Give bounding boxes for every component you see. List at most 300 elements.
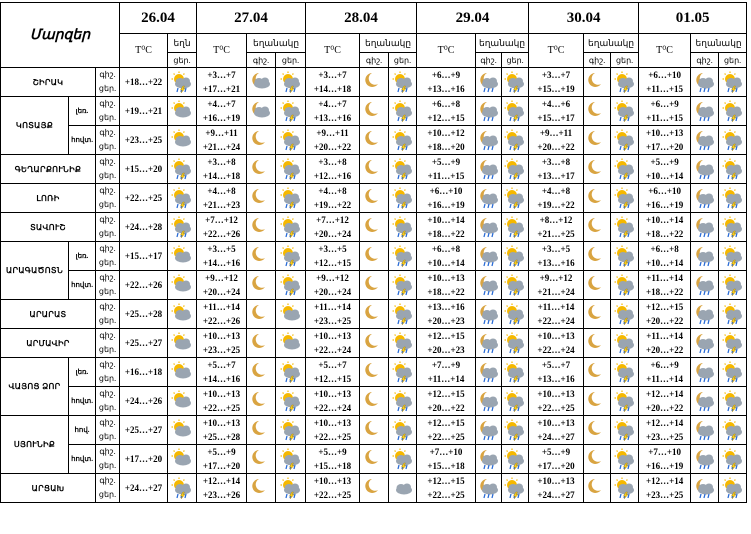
sun-rain-icon [389,155,417,184]
temp-cell: +15…+20 [120,155,168,184]
night-label: գիշ. [99,215,116,224]
moon-icon [584,155,611,184]
night-temp: +5…+9 [207,447,236,457]
forecast-row [1,68,747,97]
day-temp: +17…+20 [202,461,241,471]
night-temp: +12…+15 [645,302,684,312]
sun-cloud-icon [168,126,197,155]
temp-cell [197,329,247,358]
night-temp: +7…+9 [431,360,461,370]
night-temp: +10…+13 [537,418,575,428]
sun-rain-icon [719,329,747,358]
temp-cell [306,329,360,358]
night-temp: +12…+14 [202,476,241,486]
weather-header: եղանակը [360,34,417,53]
cloud-icon [389,474,417,503]
night-temp: +10…+12 [427,128,465,138]
moon-icon [584,329,611,358]
sun-rain-icon [719,300,747,329]
temp-cell [306,155,360,184]
temp-cell [417,97,476,126]
day-temp: +13…+16 [427,84,465,94]
temp-cell [417,474,476,503]
moon-rain-icon [476,213,502,242]
day-temp: +20…+22 [645,345,684,355]
day-temp: +20…+24 [313,287,352,297]
day-temp: +22…+26 [202,316,241,326]
night-temp: +3…+8 [207,157,236,167]
day-night-labels [96,242,120,271]
day-label: ցեր. [98,345,117,354]
forecast-row [1,184,747,213]
moon-icon [360,445,389,474]
night-temp: +3…+7 [318,70,347,80]
night-temp: +4…+7 [207,99,236,109]
temp-cell [639,358,691,387]
night-temp: +11…+14 [203,302,240,312]
day-temp: +16…+19 [202,113,241,123]
moon-rain-icon [691,184,719,213]
moon-icon [584,68,611,97]
date-header: 29.04 [417,3,529,34]
night-label: գիշ. [99,331,116,340]
sun-rain-icon [611,155,639,184]
moon-icon [247,300,276,329]
temp-cell [417,184,476,213]
temp-cell [197,242,247,271]
night-temp: +6…+8 [431,244,461,254]
temp-cell [306,358,360,387]
temp-cell: +25…+28 [120,300,168,329]
subregion-label: լեռ. [69,242,96,271]
day-temp: +20…+22 [645,316,684,326]
temp-cell [197,474,247,503]
moon-rain-icon [691,300,719,329]
day-temp: +18…+20 [427,142,465,152]
day-temp: +20…+23 [427,316,465,326]
night-temp: +10…+13 [537,476,575,486]
day-temp: +22…+25 [313,490,352,500]
temp-cell [417,300,476,329]
day-temp: +11…+14 [646,374,683,384]
night-temp: +10…+13 [537,389,575,399]
temp-cell [639,68,691,97]
night-temp: +10…+13 [313,331,352,341]
region-name: ԱՐՄԱՎԻՐ [1,329,96,358]
night-subheader: գիշ. [691,53,719,68]
temp-cell [529,213,584,242]
moon-rain-icon [691,387,719,416]
moon-rain-icon [476,155,502,184]
night-temp: +6…+10 [648,186,681,196]
day-night-labels [96,445,120,474]
sun-rain-icon [719,184,747,213]
sun-cloud-icon [168,329,197,358]
moon-icon [584,358,611,387]
night-label: գիշ. [99,128,116,137]
day-temp: +23…+25 [645,432,684,442]
night-temp: +5…+9 [431,157,461,167]
moon-rain-icon [691,213,719,242]
day-temp: +23…+25 [202,345,241,355]
sun-rain-icon [389,242,417,271]
night-label: գիշ. [99,476,116,485]
region-header: Մարզեր [1,3,120,68]
night-temp: +9…+11 [539,128,573,138]
night-temp: +10…+13 [537,331,575,341]
sun-rain-icon [502,68,529,97]
night-label: գիշ. [99,157,116,166]
day-temp: +10…+14 [645,258,684,268]
night-temp: +3…+5 [318,244,347,254]
sun-rain-icon [502,445,529,474]
sun-rain-icon [276,68,306,97]
moon-rain-icon [691,97,719,126]
day-label: ցեր. [98,432,117,441]
day-temp: +21…+25 [537,229,575,239]
temp-cell [417,358,476,387]
sun-rain-icon [276,213,306,242]
day-temp: +20…+22 [313,142,352,152]
moon-icon [360,213,389,242]
night-temp: +3…+5 [541,244,571,254]
temp-cell [197,300,247,329]
day-temp: +11…+15 [427,171,465,181]
day-temp: +24…+27 [537,490,575,500]
temp-cell [417,329,476,358]
sun-rain-icon [389,271,417,300]
day-temp: +13…+16 [537,374,575,384]
day-night-labels [96,126,120,155]
temp-cell [529,242,584,271]
night-temp: +9…+12 [539,273,573,283]
moon-icon [584,184,611,213]
temp-cell [639,271,691,300]
day-temp: +11…+15 [646,113,683,123]
day-temp: +22…+25 [427,432,465,442]
sun-rain-icon [502,271,529,300]
moon-cloud-icon [247,68,276,97]
temp-cell [306,184,360,213]
night-label: գիշ. [99,389,116,398]
temp-cell: +24…+28 [120,213,168,242]
region-name: ԱՐՑԱԽ [1,474,96,503]
temp-header: T⁰C [639,34,691,68]
night-temp: +7…+10 [429,447,463,457]
temp-cell [306,242,360,271]
moon-rain-icon [476,271,502,300]
sun-rain-icon [168,68,197,97]
sun-rain-icon [719,126,747,155]
sun-rain-icon [719,242,747,271]
sun-rain-icon [502,474,529,503]
forecast-row [1,387,747,416]
region-name: ՍՅՈՒՆԻՔ [1,416,69,474]
night-temp: +12…+15 [427,389,465,399]
sun-rain-icon [389,416,417,445]
sun-rain-icon [276,184,306,213]
sun-rain-icon [502,416,529,445]
night-temp: +10…+13 [645,128,684,138]
day-temp: +20…+23 [427,345,465,355]
forecast-row [1,416,747,445]
day-label: ցեր. [98,287,117,296]
forecast-row [1,242,747,271]
day-temp: +23…+25 [313,316,352,326]
sun-rain-icon [389,126,417,155]
moon-icon [584,126,611,155]
day-subheader: ցեր. [276,53,306,68]
night-temp: +13…+16 [427,302,465,312]
moon-icon [360,155,389,184]
region-name: ՎԱՅՈՑ ՁՈՐ [1,358,69,416]
sun-rain-icon [389,445,417,474]
sun-rain-icon [611,358,639,387]
sun-cloud-icon [168,416,197,445]
temp-cell [639,184,691,213]
moon-icon [247,126,276,155]
day-temp: +21…+23 [202,200,241,210]
moon-icon [247,213,276,242]
night-label: գիշ. [99,70,116,79]
sun-rain-icon [611,416,639,445]
moon-icon [584,271,611,300]
day-night-labels [96,155,120,184]
sun-rain-icon [719,97,747,126]
day-label: ցեր. [98,171,117,180]
sun-rain-icon [611,126,639,155]
date-header: 30.04 [529,3,639,34]
night-label: գիշ. [99,273,116,282]
day-subheader: ցեր. [168,53,197,68]
temp-cell [197,445,247,474]
date-header: 27.04 [197,3,306,34]
day-temp: +13…+16 [537,258,575,268]
region-name: ԱՐԱՐԱՏ [1,300,96,329]
moon-icon [360,184,389,213]
night-label: գիշ. [99,244,116,253]
temp-cell [529,155,584,184]
day-label: ցեր. [98,200,117,209]
moon-rain-icon [476,474,502,503]
moon-rain-icon [691,358,719,387]
day-night-labels [96,387,120,416]
temp-cell [306,445,360,474]
region-name: ԱՐԱԳԱԾՈՏՆ [1,242,69,300]
forecast-row [1,271,747,300]
sun-rain-icon [719,271,747,300]
moon-icon [247,416,276,445]
subregion-label: հով. [69,416,96,445]
night-temp: +4…+8 [318,186,347,196]
day-temp: +21…+24 [202,142,241,152]
moon-icon [584,445,611,474]
moon-rain-icon [476,358,502,387]
moon-rain-icon [476,329,502,358]
sun-rain-icon [276,97,306,126]
moon-icon [360,68,389,97]
day-temp: +23…+26 [202,490,241,500]
sun-rain-icon [719,474,747,503]
moon-rain-icon [691,242,719,271]
day-temp: +19…+22 [313,200,352,210]
temp-cell [529,387,584,416]
sun-cloud-icon [168,358,197,387]
night-temp: +6…+8 [650,244,679,254]
night-temp: +3…+7 [207,70,236,80]
moon-icon [584,387,611,416]
night-subheader: գիշ. [247,53,276,68]
day-temp: +13…+16 [313,113,352,123]
day-temp: +16…+19 [427,200,465,210]
temp-header: T⁰C [120,34,168,68]
forecast-row [1,329,747,358]
night-label: գիշ. [99,186,116,195]
day-night-labels [96,358,120,387]
temp-cell [529,329,584,358]
day-temp: +14…+18 [313,84,352,94]
sun-rain-icon [168,474,197,503]
subregion-label: հովտ. [69,445,96,474]
sun-rain-icon [502,358,529,387]
moon-icon [247,155,276,184]
temp-cell: +23…+25 [120,126,168,155]
moon-icon [247,271,276,300]
temp-cell [197,416,247,445]
subregion-label: հովտ. [69,387,96,416]
day-temp: +10…+14 [427,258,465,268]
night-temp: +10…+13 [313,476,352,486]
moon-icon [584,242,611,271]
day-temp: +13…+17 [537,171,575,181]
day-subheader: ցեր. [611,53,639,68]
temp-cell [639,387,691,416]
day-label: ցեր. [98,374,117,383]
night-temp: +10…+13 [202,389,241,399]
night-temp: +9…+12 [205,273,238,283]
night-temp: +7…+12 [205,215,238,225]
moon-rain-icon [476,68,502,97]
sun-rain-icon [276,126,306,155]
temp-cell [197,155,247,184]
night-temp: +5…+9 [541,447,571,457]
night-label: գիշ. [99,418,116,427]
night-temp: +12…+15 [427,331,465,341]
temp-header: T⁰C [306,34,360,68]
subregion-label: հովտ. [69,271,96,300]
night-temp: +10…+13 [427,273,465,283]
day-temp: +20…+24 [313,229,352,239]
sun-rain-icon [502,387,529,416]
temp-cell [639,445,691,474]
night-temp: +3…+5 [207,244,236,254]
day-subheader: ցեր. [719,53,747,68]
weather-header: եղանակը [691,34,747,53]
night-temp: +10…+13 [202,331,241,341]
night-temp: +11…+14 [646,331,683,341]
moon-icon [247,358,276,387]
temp-cell [306,213,360,242]
temp-cell [417,68,476,97]
temp-cell [197,97,247,126]
temp-cell [197,184,247,213]
sun-rain-icon [276,271,306,300]
night-temp: +12…+14 [645,389,684,399]
moon-icon [360,97,389,126]
day-label: ցեր. [98,490,117,499]
day-temp: +22…+24 [313,403,352,413]
day-temp: +14…+16 [202,374,241,384]
temp-cell [306,97,360,126]
moon-rain-icon [691,416,719,445]
sun-rain-icon [389,329,417,358]
sun-rain-icon [719,445,747,474]
day-temp: +12…+15 [313,374,352,384]
day-label: ցեր. [98,258,117,267]
moon-rain-icon [691,474,719,503]
forecast-table [0,2,747,503]
temp-cell: +25…+27 [120,329,168,358]
moon-icon [584,474,611,503]
day-temp: +17…+20 [645,142,684,152]
day-temp: +22…+24 [537,316,575,326]
temp-cell: +24…+26 [120,387,168,416]
sun-rain-icon [719,68,747,97]
temp-cell [197,213,247,242]
temp-header: T⁰C [529,34,584,68]
sun-rain-icon [611,242,639,271]
temp-cell [197,68,247,97]
sun-cloud-icon [168,445,197,474]
day-temp: +15…+19 [537,84,575,94]
day-temp: +19…+22 [537,200,575,210]
subregion-label: հովտ. [69,126,96,155]
sun-cloud-icon [168,271,197,300]
temp-cell: +17…+20 [120,445,168,474]
temp-cell: +16…+18 [120,358,168,387]
night-label: գիշ. [99,99,116,108]
moon-rain-icon [476,242,502,271]
temp-cell [306,416,360,445]
day-temp: +11…+14 [427,374,465,384]
moon-icon [247,329,276,358]
moon-icon [360,126,389,155]
moon-rain-icon [476,126,502,155]
night-temp: +4…+7 [318,99,347,109]
forecast-row [1,97,747,126]
night-temp: +3…+8 [318,157,347,167]
night-temp: +9…+11 [316,128,349,138]
sun-rain-icon [611,68,639,97]
day-night-labels [96,97,120,126]
sun-rain-icon [719,213,747,242]
sun-rain-icon [719,387,747,416]
day-label: ցեր. [98,229,117,238]
forecast-row [1,300,747,329]
night-temp: +11…+14 [646,273,683,283]
day-temp: +18…+22 [427,229,465,239]
night-temp: +7…+12 [316,215,349,225]
moon-cloud-icon [247,97,276,126]
temp-cell [639,329,691,358]
day-temp: +18…+22 [427,287,465,297]
night-temp: +6…+10 [648,70,681,80]
night-temp: +8…+12 [539,215,573,225]
day-temp: +23…+25 [645,490,684,500]
night-subheader: գիշ. [360,53,389,68]
forecast-row [1,474,747,503]
moon-icon [360,329,389,358]
